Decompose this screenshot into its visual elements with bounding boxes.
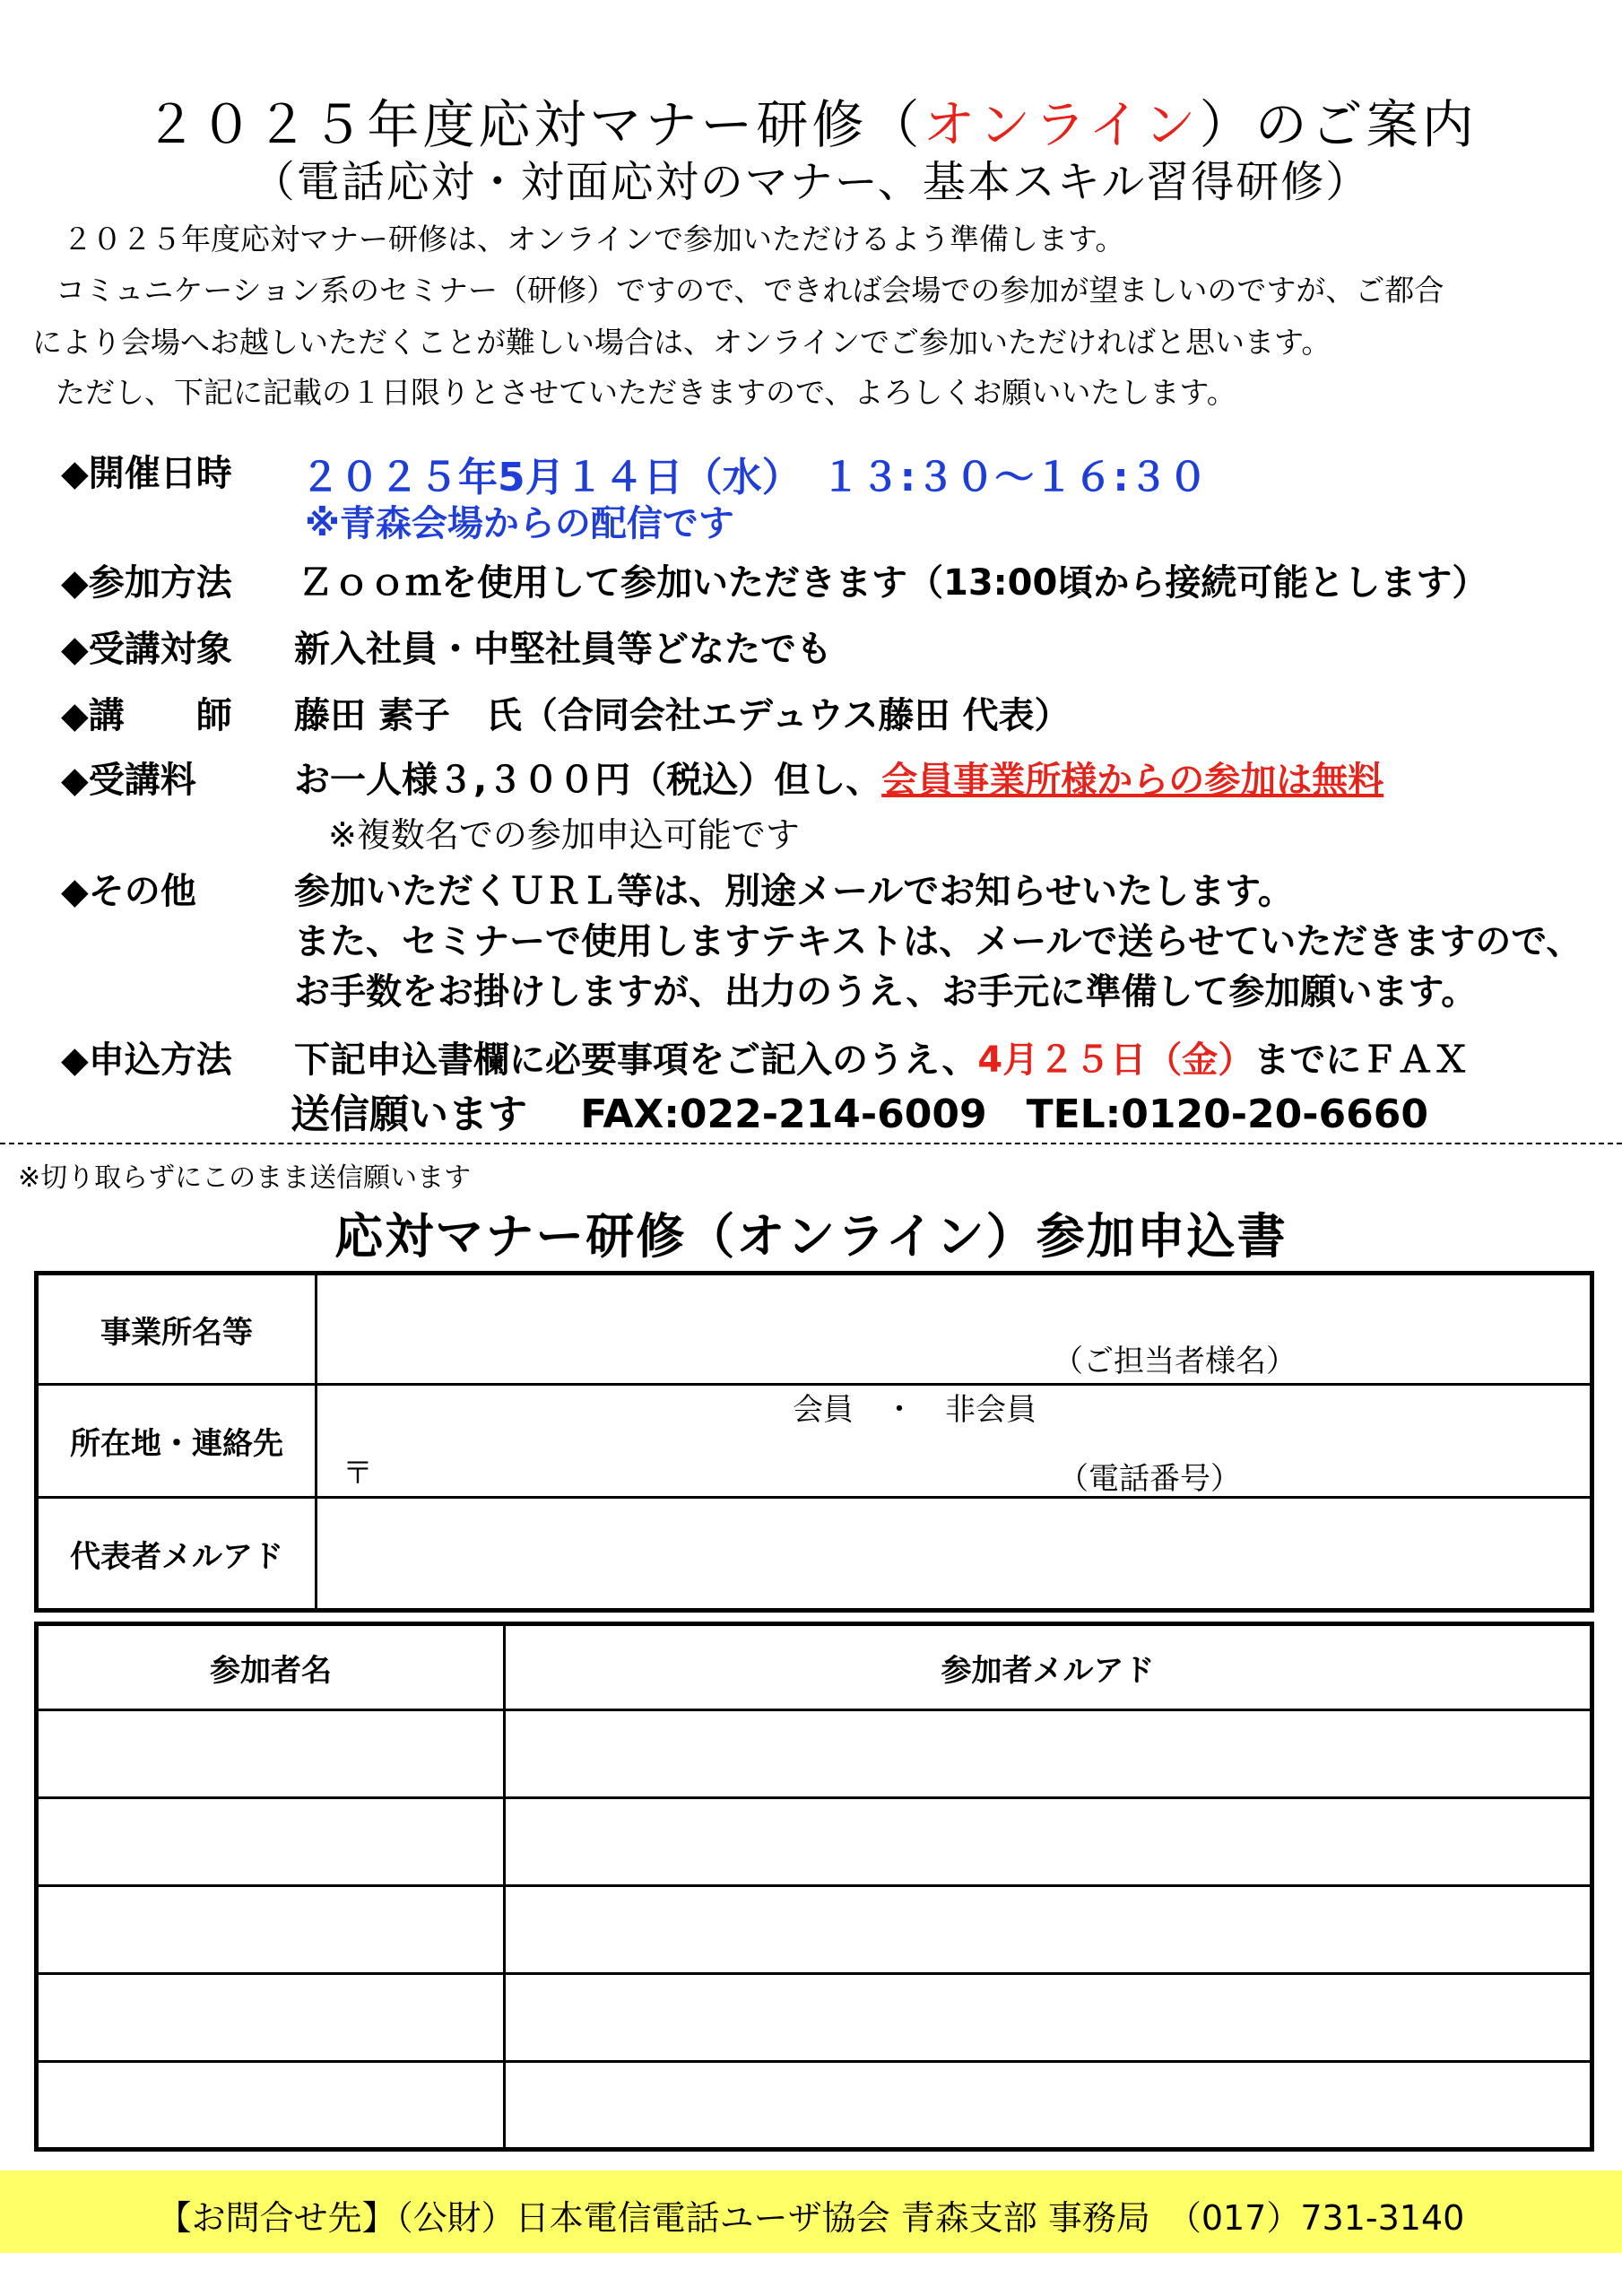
- phone-label: （電話番号）: [1058, 1460, 1241, 1497]
- other-line-2: また、セミナーで使用しますテキストは、メールで送らせていただきますので、: [294, 921, 1583, 962]
- method-value: Ｚｏｏｍを使用して参加いただきます（13:00頃から接続可能とします）: [298, 562, 1488, 604]
- office-field[interactable]: [317, 1274, 1592, 1428]
- apply-label: ◆申込方法: [61, 1039, 232, 1081]
- datetime-label: ◆開催日時: [61, 453, 232, 494]
- address-label: 所在地・連絡先: [37, 1385, 317, 1498]
- intro-line-1: ２０２５年度応対マナー研修は、オンラインで参加いただけるよう準備します。: [63, 222, 1125, 257]
- cut-note: ※切り取らずにこのまま送信願います: [18, 1162, 472, 1194]
- lecturer-label: ◆講 師: [61, 695, 232, 736]
- title-pre: ２０２５年度応対マナー研修（: [144, 94, 924, 155]
- other-label: ◆その他: [61, 871, 196, 912]
- apply-line-1: [294, 1031, 1469, 1083]
- participant-name-field[interactable]: [37, 1886, 505, 1974]
- participant-name-header: 参加者名: [37, 1624, 505, 1710]
- target-value: 新入社員・中堅社員等どなたでも: [294, 629, 832, 670]
- participant-email-field[interactable]: [505, 1974, 1592, 2062]
- intro-line-4: ただし、下記に記載の１日限りとさせていただきますので、よろしくお願いいたします。: [56, 375, 1236, 410]
- lecturer-value: 藤田 素子 氏（合同会社エデュウス藤田 代表）: [294, 695, 1071, 736]
- table-row: [37, 1974, 1592, 2062]
- apply-pre: 下記申込書欄に必要事項をご記入のうえ、: [294, 1039, 978, 1081]
- postal-mark: 〒: [343, 1455, 373, 1492]
- apply-line-2: 送信願います FAX:022-214-6009 TEL:0120-20-6660: [291, 1091, 1428, 1137]
- table-row: [37, 1886, 1592, 1974]
- applicant-info-table: [34, 1271, 1594, 1613]
- participant-email-field[interactable]: [505, 1886, 1592, 1974]
- intro-line-3: により会場へお越しいただくことが難しい場合は、オンラインでご参加いただければと思います。: [32, 325, 1331, 360]
- cut-line: [0, 1143, 1622, 1144]
- fee-note: ※複数名での参加申込可能です: [328, 815, 800, 855]
- office-label: 事業所名等: [37, 1274, 317, 1385]
- participant-email-field[interactable]: [505, 1710, 1592, 1798]
- membership-options[interactable]: 会員 ・ 非会員: [793, 1392, 1037, 1428]
- table-row: [37, 2062, 1592, 2150]
- fee-text: お一人様３,３００円（税込）但し、: [294, 760, 882, 801]
- participant-name-field[interactable]: [37, 2062, 505, 2150]
- other-line-1: 参加いただくＵＲＬ等は、別途メールでお知らせいたします。: [294, 871, 1294, 912]
- footer-contact: 【お問合せ先】（公財）日本電信電話ユーザ協会 青森支部 事務局 （017）731-3140: [157, 2198, 1465, 2238]
- fee-free-highlight: 会員事業所様からの参加は無料: [881, 760, 1384, 801]
- other-line-3: お手数をお掛けしますが、出力のうえ、お手元に準備して参加願います。: [294, 971, 1478, 1013]
- participant-name-field[interactable]: [37, 1798, 505, 1886]
- page-subtitle: （電話応対・対面応対のマナー、基本スキル習得研修）: [251, 157, 1371, 207]
- form-title: 応対マナー研修（オンライン）参加申込書: [334, 1208, 1288, 1265]
- participants-table: [34, 1622, 1594, 2152]
- participant-name-field[interactable]: [37, 1974, 505, 2062]
- apply-deadline: 4月２５日（金）: [977, 1039, 1254, 1081]
- rep-email-label: 代表者メルアド: [37, 1498, 317, 1611]
- title-highlight: オンライン: [923, 94, 1200, 155]
- target-label: ◆受講対象: [61, 629, 232, 670]
- participant-email-field[interactable]: [505, 2062, 1592, 2150]
- rep-email-field[interactable]: [317, 1498, 1592, 1611]
- method-label: ◆参加方法: [61, 562, 232, 604]
- fee-value: [294, 752, 1383, 803]
- datetime-note: ※青森会場からの配信です: [305, 503, 734, 544]
- intro-line-2: コミュニケーション系のセミナー（研修）ですので、できれば会場での参加が望ましいのですが、ご都合: [56, 273, 1444, 308]
- fee-label: ◆受講料: [61, 760, 196, 801]
- apply-post: までにＦＡＸ: [1253, 1039, 1470, 1081]
- table-row: [37, 1798, 1592, 1886]
- contact-person-label: （ご担当者様名）: [1053, 1344, 1297, 1379]
- title-post: ）のご案内: [1199, 94, 1478, 155]
- participant-name-field[interactable]: [37, 1710, 505, 1798]
- datetime-value: ２０２５年5月１４日（水） １３:３０～１６:３０: [300, 455, 1208, 500]
- table-row: [37, 1710, 1592, 1798]
- participant-email-header: 参加者メルアド: [505, 1624, 1592, 1710]
- participant-email-field[interactable]: [505, 1798, 1592, 1886]
